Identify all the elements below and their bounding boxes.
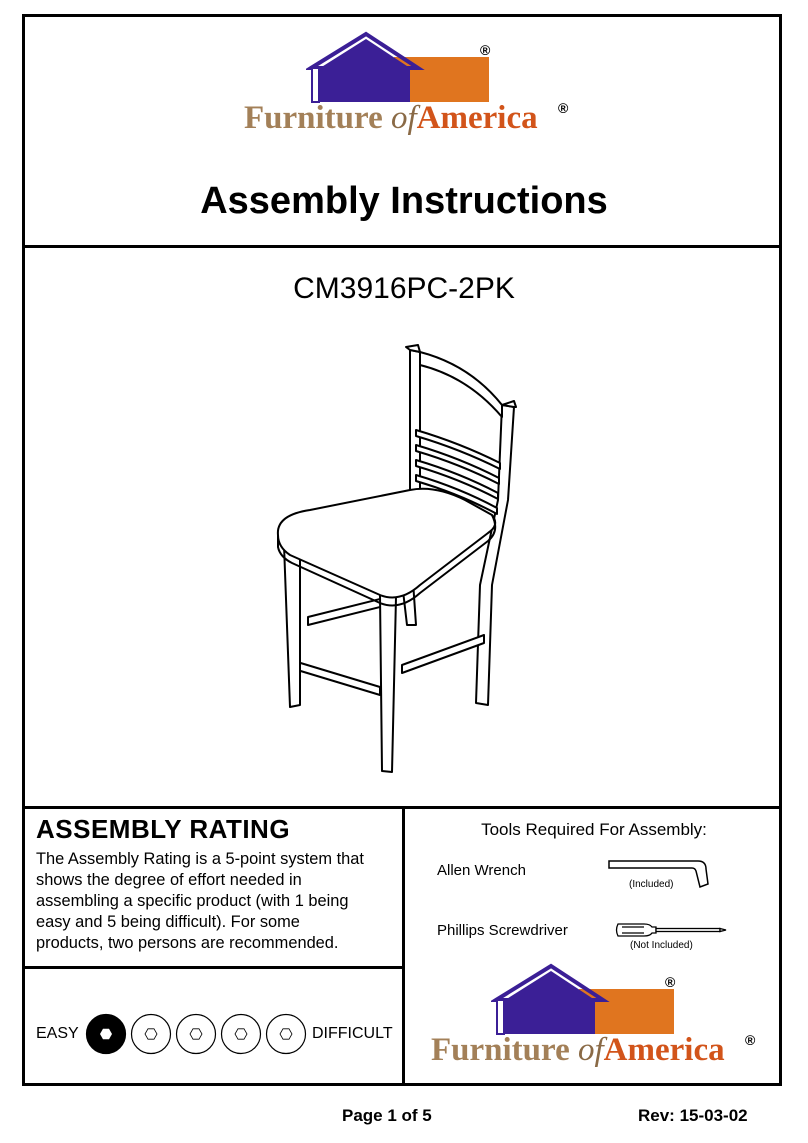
brand-word-america: America	[416, 100, 538, 136]
tools-title: Tools Required For Assembly:	[481, 820, 707, 839]
screwdriver-icon	[614, 920, 730, 940]
tool-note-not-included: (Not Included)	[630, 940, 693, 951]
bottom-column-divider	[402, 806, 405, 1086]
rating-dot-5	[267, 1015, 306, 1054]
rating-line: shows the degree of effort needed in	[36, 871, 302, 889]
tool-note-included: (Included)	[629, 879, 674, 890]
rating-line: The Assembly Rating is a 5-point system that	[36, 850, 364, 868]
registered-mark-icon-2: ®	[558, 100, 569, 116]
rating-dot-1	[87, 1015, 126, 1054]
rating-scale	[84, 1012, 310, 1056]
rating-dot-2	[132, 1015, 171, 1054]
header-divider	[22, 245, 782, 248]
house-white-gap-bottom	[497, 1000, 504, 1034]
rating-line: products, two persons are recommended.	[36, 934, 339, 952]
page-number: Page 1 of 5	[342, 1106, 432, 1125]
brand-logo-top	[244, 30, 574, 140]
rating-description	[36, 849, 398, 954]
revision-label: Rev: 15-03-02	[638, 1106, 748, 1125]
page-title: Assembly Instructions	[200, 180, 608, 222]
registered-mark-icon-4: ®	[745, 1032, 756, 1048]
brand-wordmark	[244, 100, 538, 137]
bar-stool-chair-icon	[270, 335, 540, 780]
easy-label: EASY	[36, 1025, 79, 1042]
rating-line: easy and 5 being difficult). For some	[36, 913, 300, 931]
tool-name-phillips-screwdriver: Phillips Screwdriver	[437, 922, 568, 939]
brand-logo-bottom	[431, 962, 771, 1072]
registered-mark-icon-3: ®	[665, 974, 676, 990]
brand-word-america-bottom: America	[603, 1032, 725, 1068]
rating-dot-4	[222, 1015, 261, 1054]
rating-divider	[22, 966, 404, 969]
brand-word-of-bottom: of	[577, 1032, 604, 1068]
house-blue-body-bottom	[505, 971, 595, 1034]
rating-dot-3	[177, 1015, 216, 1054]
rating-line: assembling a specific product (with 1 being	[36, 892, 349, 910]
registered-mark-icon: ®	[480, 42, 491, 58]
model-number: CM3916PC-2PK	[293, 272, 515, 305]
tool-name-allen-wrench: Allen Wrench	[437, 862, 526, 879]
brand-word-furniture-bottom: Furniture	[431, 1032, 570, 1068]
house-blue-body	[320, 39, 410, 102]
house-logo-icon-bottom	[491, 962, 691, 1037]
brand-word-of: of	[390, 100, 417, 136]
brand-wordmark-bottom	[431, 1032, 725, 1069]
brand-word-furniture: Furniture	[244, 100, 383, 136]
house-white-gap	[312, 68, 319, 102]
difficult-label: DIFFICULT	[312, 1025, 393, 1042]
rating-title: ASSEMBLY RATING	[36, 814, 291, 844]
house-logo-icon	[306, 30, 506, 105]
